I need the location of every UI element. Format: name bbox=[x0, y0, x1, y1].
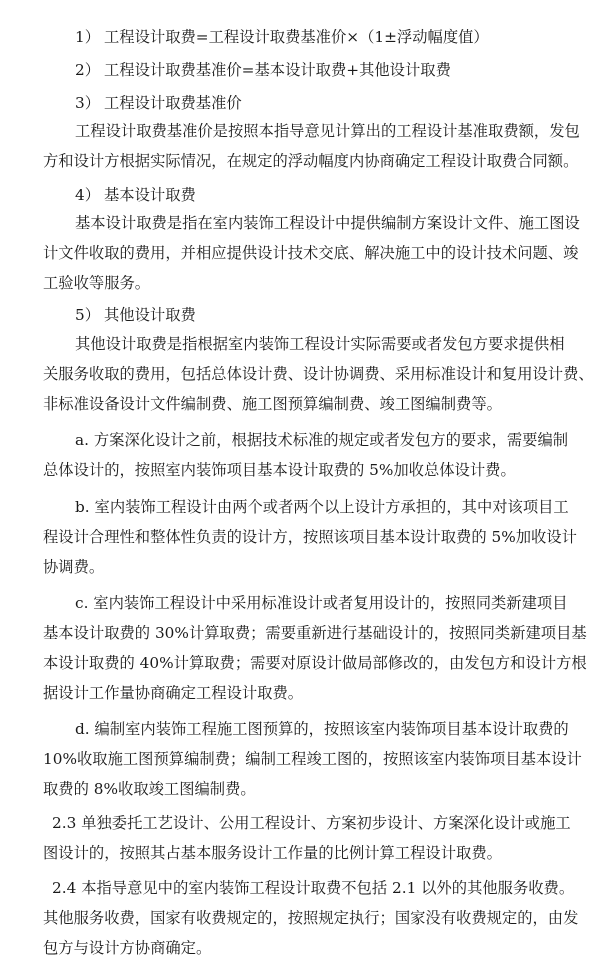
paragraph-text: 总体设计的，按照室内装饰项目基本设计取费的 5%加收总体设计费。 bbox=[43, 461, 516, 479]
paragraph-line bbox=[0, 116, 600, 146]
section-text: 包方与设计方协商确定。 bbox=[43, 939, 212, 957]
section-text: 图设计的，按照其占基本服务设计工作量的比例计算工程设计取费。 bbox=[43, 844, 502, 862]
paragraph-line bbox=[0, 208, 600, 238]
paragraph-line bbox=[0, 389, 600, 419]
paragraph-text: b. 室内装饰工程设计由两个或者两个以上设计方承担的，其中对该项目工 bbox=[75, 498, 569, 516]
paragraph-text: 其他设计取费是指根据室内装饰工程设计实际需要或者发包方要求提供相 bbox=[75, 335, 565, 353]
paragraph-line bbox=[0, 146, 600, 176]
item-number: 3） bbox=[75, 94, 101, 112]
section-text: 2.4 本指导意见中的室内装饰工程设计取费不包括 2.1 以外的其他服务收费。 bbox=[52, 879, 575, 897]
item-text: 工程设计取费=工程设计取费基准价×（1±浮动幅度值） bbox=[104, 28, 489, 46]
paragraph-line bbox=[0, 425, 600, 455]
paragraph-line bbox=[0, 329, 600, 359]
paragraph-text: 方和设计方根据实际情况，在规定的浮动幅度内协商确定工程设计取费合同额。 bbox=[43, 152, 579, 170]
paragraph-text: 据设计工作量协商确定工程设计取费。 bbox=[43, 684, 304, 702]
list-item bbox=[0, 22, 600, 52]
paragraph-text: 10%收取施工图预算编制费；编制工程竣工图的，按照该室内装饰项目基本设计 bbox=[43, 750, 582, 768]
section-line bbox=[0, 933, 600, 963]
section-line bbox=[0, 873, 600, 903]
paragraph-text: 基本设计取费是指在室内装饰工程设计中提供编制方案设计文件、施工图设 bbox=[75, 214, 580, 232]
section-text: 其他服务收费，国家有收费规定的，按照规定执行；国家没有收费规定的，由发 bbox=[43, 909, 579, 927]
paragraph-line bbox=[0, 774, 600, 804]
item-number: 2） bbox=[75, 61, 101, 79]
list-item bbox=[0, 55, 600, 85]
paragraph-text: 程设计合理性和整体性负责的设计方，按照该项目基本设计取费的 5%加收设计 bbox=[43, 528, 577, 546]
item-number: 5） bbox=[75, 306, 101, 324]
paragraph-line bbox=[0, 678, 600, 708]
paragraph-line bbox=[0, 522, 600, 552]
paragraph-text: 非标准设备设计文件编制费、施工图预算编制费、竣工图编制费等。 bbox=[43, 395, 502, 413]
paragraph-line bbox=[0, 455, 600, 485]
list-item bbox=[0, 88, 600, 118]
paragraph-text: 计文件收取的费用，并相应提供设计技术交底、解决施工中的设计技术问题、竣 bbox=[43, 244, 579, 262]
paragraph-line bbox=[0, 552, 600, 582]
paragraph-text: 工程设计取费基准价是按照本指导意见计算出的工程设计基准取费额，发包 bbox=[75, 122, 580, 140]
paragraph-text: 基本设计取费的 30%计算取费；需要重新进行基础设计的，按照同类新建项目基 bbox=[43, 624, 587, 642]
section-line bbox=[0, 838, 600, 868]
paragraph-text: c. 室内装饰工程设计中采用标准设计或者复用设计的，按照同类新建项目 bbox=[75, 594, 568, 612]
paragraph-line bbox=[0, 238, 600, 268]
paragraph-text: 本设计取费的 40%计算取费；需要对原设计做局部修改的，由发包方和设计方根 bbox=[43, 654, 587, 672]
section-text: 2.3 单独委托工艺设计、公用工程设计、方案初步设计、方案深化设计或施工 bbox=[52, 814, 571, 832]
paragraph-line bbox=[0, 492, 600, 522]
paragraph-line bbox=[0, 359, 600, 389]
section-line bbox=[0, 808, 600, 838]
paragraph-text: 工验收等服务。 bbox=[43, 274, 151, 292]
paragraph-line bbox=[0, 648, 600, 678]
paragraph-line bbox=[0, 618, 600, 648]
item-number: 4） bbox=[75, 186, 101, 204]
section-line bbox=[0, 903, 600, 933]
paragraph-text: 取费的 8%收取竣工图编制费。 bbox=[43, 780, 256, 798]
item-text: 工程设计取费基准价 bbox=[104, 94, 242, 112]
paragraph-line bbox=[0, 588, 600, 618]
paragraph-line bbox=[0, 268, 600, 298]
item-text: 其他设计取费 bbox=[104, 306, 196, 324]
list-item bbox=[0, 180, 600, 210]
paragraph-text: a. 方案深化设计之前，根据技术标准的规定或者发包方的要求，需要编制 bbox=[75, 431, 569, 449]
paragraph-line bbox=[0, 744, 600, 774]
list-item bbox=[0, 300, 600, 330]
paragraph-line bbox=[0, 714, 600, 744]
item-number: 1） bbox=[75, 28, 101, 46]
paragraph-text: d. 编制室内装饰工程施工图预算的，按照该室内装饰项目基本设计取费的 bbox=[75, 720, 569, 738]
item-text: 基本设计取费 bbox=[104, 186, 196, 204]
item-text: 工程设计取费基准价=基本设计取费+其他设计取费 bbox=[104, 61, 451, 79]
paragraph-text: 协调费。 bbox=[43, 558, 105, 576]
paragraph-text: 关服务收取的费用，包括总体设计费、设计协调费、采用标准设计和复用设计费、 bbox=[43, 365, 594, 383]
